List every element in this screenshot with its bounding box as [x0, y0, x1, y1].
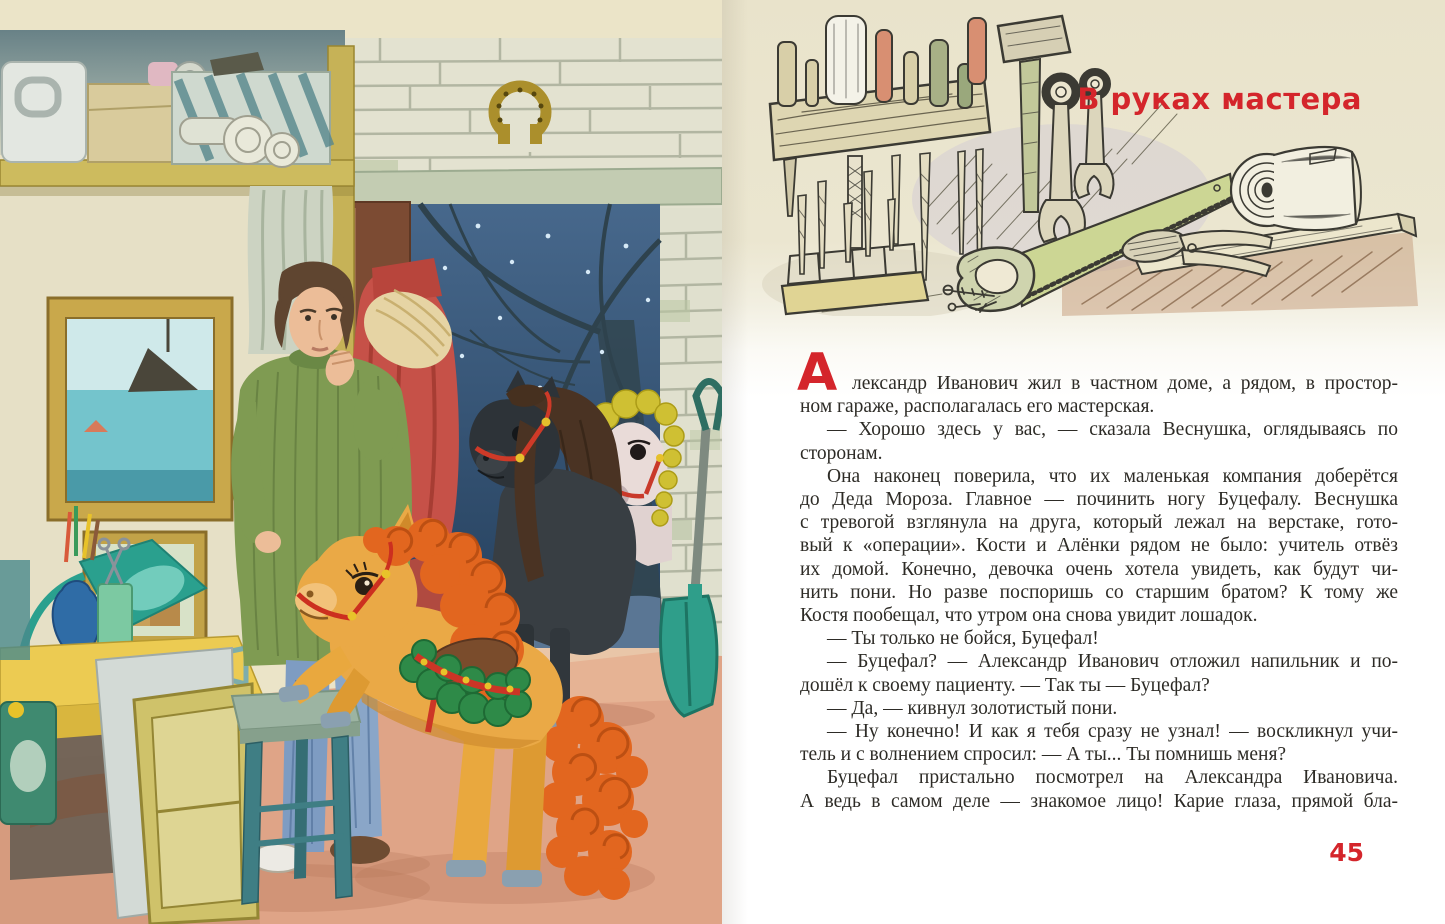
text-line: — Да, — кивнул золотистый пони.	[827, 697, 1118, 719]
leaning-frames	[96, 648, 258, 924]
text-line: — Хорошо здесь у вас, — сказала Веснушка, оглядываясь по	[827, 419, 1398, 441]
tools-illustration	[762, 4, 1422, 316]
text-line: лександр Иванович жил в частном доме, а рядом, в простор-	[852, 373, 1398, 394]
text-line: вый к «операции». Кости и Алёнки рядом не было: учитель отвёз	[800, 535, 1398, 557]
text-line: — Ты только не бойся, Буцефал!	[827, 628, 1099, 650]
left-page	[0, 0, 722, 924]
text-line: тель и с волнением спросил: — А ты... Ты помнишь меня?	[800, 744, 1287, 766]
seascape-painting	[48, 298, 232, 520]
text-line: Она наконец поверила, что их маленькая компания доберётся	[827, 465, 1398, 487]
text-line: ном гараже, располагалась его мастерская.	[800, 396, 1155, 418]
text-line: Буцефал пристально посмотрел на Александра Ивановича.	[827, 767, 1398, 789]
text-line: — Ну конечно! И как я тебя сразу не узнал! — воскликнул учи-	[827, 721, 1398, 743]
text-line: нить пони. Но разве поспоришь со старшим братом? К тому же	[800, 581, 1398, 603]
drop-cap: А	[797, 343, 838, 403]
tools-drawing	[762, 4, 1422, 316]
text-line: до Деда Мороза. Главное — починить ногу Буцефалу. Веснушка	[800, 489, 1398, 511]
chapter-title: В руках мастера	[1077, 82, 1362, 116]
page-gutter	[722, 0, 748, 924]
right-page	[722, 0, 1445, 924]
page-number: 45	[1329, 838, 1364, 867]
text-line: с тревогой взглянула на друга, который лежал на верстаке, гото-	[800, 512, 1398, 534]
text-line: их домой. Конечно, девочка очень хотела увидеть, как будут чи-	[800, 558, 1398, 580]
body-text	[797, 343, 1398, 813]
text-line: дошёл к своему пациенту. — Так ты — Буцефал?	[800, 674, 1210, 696]
text-line: А ведь в самом деле — знакомое лицо! Карие глаза, прямой бла-	[800, 790, 1398, 812]
text-line: Костя пообещал, что утром она снова увидит лошадок.	[800, 605, 1258, 627]
text-line: сторонам.	[800, 442, 883, 464]
text-line: — Буцефал? — Александр Иванович отложил напильник и по-	[827, 651, 1398, 673]
workshop-illustration	[0, 0, 722, 924]
